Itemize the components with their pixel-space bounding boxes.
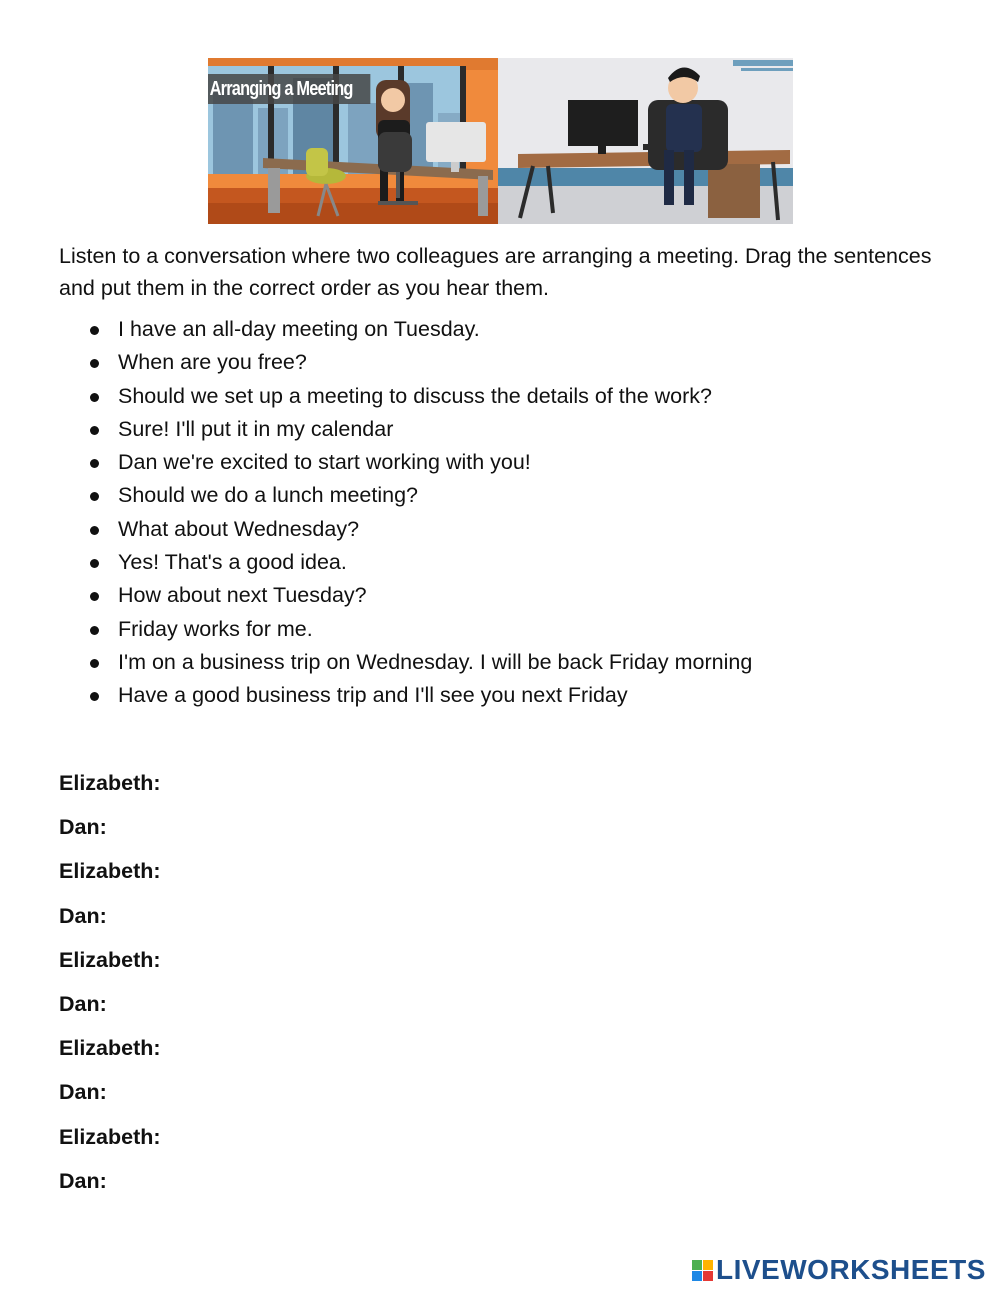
banner-image bbox=[208, 58, 793, 224]
bullet-icon bbox=[90, 492, 99, 501]
banner-title: Arranging a Meeting bbox=[208, 74, 370, 104]
sentence-item[interactable]: I have an all-day meeting on Tuesday. bbox=[59, 313, 752, 346]
speaker-label-elizabeth: Elizabeth: bbox=[59, 771, 161, 795]
bullet-icon bbox=[90, 626, 99, 635]
sentence-item[interactable]: Friday works for me. bbox=[59, 613, 752, 646]
logo-text: LIVEWORKSHEETS bbox=[716, 1254, 986, 1285]
speaker-label-elizabeth: Elizabeth: bbox=[59, 947, 161, 972]
speaker-label-dan: Dan: bbox=[59, 991, 107, 1016]
bullet-icon bbox=[90, 692, 99, 701]
bullet-icon bbox=[90, 592, 99, 601]
dialogue-list bbox=[59, 766, 161, 1208]
speaker-label-dan: Dan: bbox=[59, 815, 107, 840]
speaker-label-elizabeth: Elizabeth: bbox=[59, 1124, 161, 1149]
speaker-label-dan: Dan: bbox=[59, 1080, 107, 1105]
bullet-icon bbox=[90, 393, 99, 402]
sentence-item[interactable]: What about Wednesday? bbox=[59, 513, 752, 546]
liveworksheets-logo bbox=[692, 1255, 986, 1285]
bullet-icon bbox=[90, 659, 99, 668]
speaker-label-elizabeth: Elizabeth: bbox=[59, 1036, 161, 1061]
speaker-label-elizabeth: Elizabeth: bbox=[59, 859, 161, 884]
sentence-item[interactable]: Dan we're excited to start working with you! bbox=[59, 446, 752, 479]
sentence-item[interactable]: Have a good business trip and I'll see you next Friday bbox=[59, 679, 752, 712]
bullet-icon bbox=[90, 426, 99, 435]
instructions-text: Listen to a conversation where two colleagues are arranging a meeting. Drag the sentences and put them in the correct order as you hear them. bbox=[59, 244, 932, 300]
sentence-item[interactable]: How about next Tuesday? bbox=[59, 579, 752, 612]
speaker-label-dan: Dan: bbox=[59, 1168, 107, 1193]
sentence-item[interactable]: Yes! That's a good idea. bbox=[59, 546, 752, 579]
bullet-icon bbox=[90, 559, 99, 568]
logo-icon bbox=[692, 1260, 713, 1281]
bullet-icon bbox=[90, 359, 99, 368]
sentence-item[interactable]: When are you free? bbox=[59, 346, 752, 379]
sentence-item[interactable]: Should we do a lunch meeting? bbox=[59, 479, 752, 512]
sentence-item[interactable]: Should we set up a meeting to discuss the details of the work? bbox=[59, 380, 752, 413]
bullet-icon bbox=[90, 459, 99, 468]
bullet-icon bbox=[90, 526, 99, 535]
sentence-list bbox=[59, 313, 752, 713]
sentence-item[interactable]: Sure! I'll put it in my calendar bbox=[59, 413, 752, 446]
sentence-item[interactable]: I'm on a business trip on Wednesday. I will be back Friday morning bbox=[59, 646, 752, 679]
speaker-label-dan: Dan: bbox=[59, 903, 107, 928]
bullet-icon bbox=[90, 326, 99, 335]
